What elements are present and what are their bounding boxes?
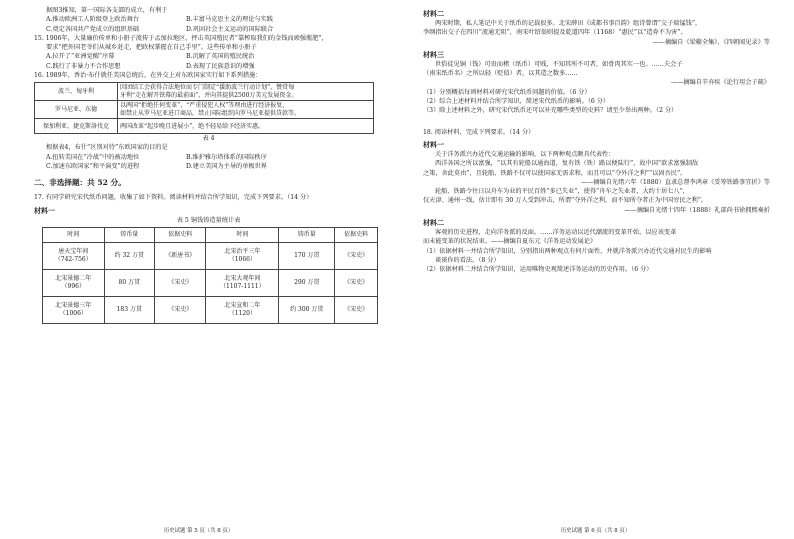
material-1-label: 材料一 bbox=[34, 205, 55, 215]
material-3-label: 材料三 bbox=[423, 49, 444, 59]
q16-option-c[interactable]: C.加速东欧国家“和平演变”的进程 bbox=[46, 162, 140, 170]
cell-line: 北宋景德三年 bbox=[55, 302, 92, 310]
column-header: 铸币量 bbox=[279, 227, 335, 242]
material-2-source: ——摘编自《梁谿全集》、《四朝闻见录》等 bbox=[652, 38, 770, 46]
material-2-label: 材料二 bbox=[423, 218, 444, 228]
table-row bbox=[35, 101, 374, 119]
cell-line: （996） bbox=[61, 282, 85, 290]
page-footer: 历史试题 第 5 页（共 8 页） bbox=[163, 528, 234, 534]
material-1-line: 轮船、铁路令往日以舟车为业的平民百姓“多已失业”，使得“舟车之失业者，大约十居七八”， bbox=[435, 188, 689, 196]
table-cell: 183 万贯 bbox=[104, 296, 155, 323]
table-cell: 约 300 万贯 bbox=[279, 296, 335, 323]
page-6 bbox=[397, 0, 794, 539]
table-4-country: 波兰、匈牙利 bbox=[35, 83, 118, 101]
page-footer: 历史试题 第 6 页（共 8 页） bbox=[560, 528, 631, 534]
cell-line: （1120） bbox=[228, 309, 256, 317]
q17-ask-1: （1）分别概括每则材料对研究宋代纸币问题的价值。（6 分） bbox=[423, 88, 591, 96]
table-4 bbox=[34, 82, 374, 134]
q16-options-row-1 bbox=[34, 153, 383, 162]
q14-option-c[interactable]: C.奠定各国共产党成立的组织基础 bbox=[46, 25, 140, 33]
table-4-measure-line: 两国改革“起步晚且进展小”，绝不轻易给予经济实惠。 bbox=[120, 122, 265, 130]
column-header: 时间 bbox=[43, 227, 105, 242]
material-3-source: ——摘编自辛弃疾《论行用会子疏》 bbox=[671, 79, 770, 87]
table-4-measure-line: 以两国“拒绝任何变革”、“严重侵犯人权”等理由进行经济报复， bbox=[120, 102, 289, 110]
table-row bbox=[43, 242, 378, 269]
q18-ask-2: （2）依据材料二并结合所学知识，运用唯物史观简述洋务运动的历史作用。（6 分） bbox=[423, 266, 653, 274]
q15-option-d[interactable]: D.表现了民族意识的增强 bbox=[186, 62, 255, 70]
table-4-measure bbox=[118, 101, 374, 119]
table-row bbox=[43, 296, 378, 323]
table-cell: 《宋史》 bbox=[335, 242, 378, 269]
cell-line: （1006） bbox=[59, 309, 87, 317]
q16-option-b[interactable]: B.维护雅尔塔体系的国际秩序 bbox=[186, 153, 267, 161]
material-1-source: ——摘编自光绪六年（1880）直隶总督李鸿章《妥筹铁路事宜折》等 bbox=[581, 178, 770, 186]
q16-option-a[interactable]: A.扭转美国在“冷战”中的被动地位 bbox=[46, 153, 140, 161]
section-2-heading: 二、非选择题：共 52 分。 bbox=[34, 178, 126, 188]
table-cell bbox=[206, 296, 279, 323]
material-1-line: 之策，舍此莫由”，且轮船、铁路不仅可以使国家无需求和，而且可以“夺外洋之利”“以固吾民”。 bbox=[423, 169, 687, 177]
q14-option-d[interactable]: D.巩固社会主义运动的国际联合 bbox=[186, 25, 274, 33]
table-cell: 《新唐书》 bbox=[155, 242, 206, 269]
table-cell: 80 万贯 bbox=[104, 269, 155, 296]
q15-options-row-2 bbox=[34, 62, 383, 71]
material-2-line: 李纲指出交子在四川“流通无阻”，南宋叶绍翁则提及乾道四年（1168）“惠民”以“造券不为害”。 bbox=[423, 29, 687, 37]
q16-ask: 根据表4，布什“区别对待”东欧国家的目的是 bbox=[46, 144, 168, 152]
q17-ask-3: （3）除上述材料之外，研究宋代纸币还可以补充哪些类型的史料？请至少举出两种。（2 分） bbox=[423, 107, 678, 115]
material-3-line: 世俗徒见铜（钱）可贵而楮（纸币）可贱，不知其所不可者，如骨肉其实一也。……夫会子 bbox=[435, 60, 683, 68]
table-cell: 《宋史》 bbox=[335, 269, 378, 296]
material-1-source: ——摘编自光绪十四年（1888）礼部尚书徐拥熙奏折 bbox=[624, 206, 770, 214]
table-header-row bbox=[43, 227, 378, 242]
table-5-title: 表 5 铜钱铸造量统计表 bbox=[176, 216, 241, 224]
q17-stem: 17. 有同学研究宋代纸币问题，收集了如下资料。阅读材料并结合所学知识，完成下列要求。（14 分） bbox=[34, 194, 313, 202]
column-header: 铸币量 bbox=[104, 227, 155, 242]
q14-options-row-2 bbox=[34, 25, 383, 34]
q14-stem: 据图3推知，第一国际各支部的成立，有利于 bbox=[46, 7, 168, 14]
q16-options-row-2 bbox=[34, 162, 383, 171]
cell-line: （1066） bbox=[228, 255, 256, 263]
table-cell bbox=[43, 269, 105, 296]
material-2-line: 而未能变革的状况结束。——摘编自夏东元《洋务运动发展论》 bbox=[423, 238, 597, 246]
q18-ask-1-cont: 谈谈你的看法。（8 分） bbox=[435, 256, 500, 264]
table-cell bbox=[206, 269, 279, 296]
table-row bbox=[35, 83, 374, 101]
table-4-caption: 表 4 bbox=[202, 135, 215, 143]
q14-options-row-1 bbox=[34, 15, 383, 24]
column-header: 时间 bbox=[206, 227, 279, 242]
q14-option-a[interactable]: A.推动欧洲工人阶级登上政治舞台 bbox=[46, 16, 140, 24]
material-1-line: 西洋各国之所以富强，“以其有轮船以通海道，复有铁（铁）路以便陆行”，故中国“欲求富强制敌 bbox=[435, 160, 699, 168]
q15-option-b[interactable]: B.沉解了英国的殖民统治 bbox=[186, 53, 255, 61]
table-cell: 290 万贯 bbox=[279, 269, 335, 296]
material-3-line: （南宋纸币名）之所以轻（贬值）者，以其造之数多…… bbox=[423, 70, 578, 78]
table-4-measure-line: 如禁止从罗马尼亚进口商品，禁止国际组织向罗马尼亚提供贷款等。 bbox=[120, 109, 301, 117]
q17-ask-2: （2）综合上述材料并结合所学知识，简述宋代纸币的影响。（6 分） bbox=[423, 98, 610, 106]
table-4-country: 罗马尼亚、东德 bbox=[35, 101, 118, 119]
q15-stem-line-1: 15. 1906年，大量廉价传单和小册子流传于孟加拉地区，抨击英国殖民者“靠榨取我们的金钱而顽强瓶肥”， bbox=[34, 34, 328, 42]
table-4-measure-line: 牙利“走在解开铁幕的最前面”，并向其提供2500万美元发展资金。 bbox=[120, 91, 298, 99]
table-cell: 《宋史》 bbox=[155, 296, 206, 323]
q18-stem: 18. 阅读材料，完成下列要求。（14 分） bbox=[423, 128, 535, 136]
table-cell: 《宋史》 bbox=[335, 296, 378, 323]
table-cell bbox=[206, 242, 279, 269]
table-5 bbox=[42, 227, 378, 324]
table-4-measure bbox=[118, 83, 374, 101]
q15-option-c[interactable]: C.践行了非暴力不合作思想 bbox=[46, 62, 121, 70]
cell-line: （1107-1111） bbox=[220, 282, 265, 290]
table-row bbox=[43, 269, 378, 296]
q16-stem: 16. 1989年，香治·布什就任美国总统后，在外交上对东欧国家实行如下系列措施： bbox=[34, 72, 262, 80]
material-1-line: 仅天津、通州一线，估计即有 30 万人受到冲击，所谓“夺外洋之利，而不知所夺者正为中国穷民之利”。 bbox=[423, 197, 708, 205]
table-4-measure bbox=[118, 119, 374, 134]
q16-option-d[interactable]: D.建立美国为主导的单极世界 bbox=[186, 162, 267, 170]
q15-options-row-1 bbox=[34, 52, 383, 61]
cell-line: 北宋大观年间 bbox=[224, 275, 261, 283]
material-2-line: 客观的历史进程，走向洋务派的反面。……洋务运动以近代潮流的变革开始，以应该变革 bbox=[435, 229, 677, 237]
cell-line: 北宋治平三年 bbox=[224, 248, 261, 256]
q18-ask-1: （1）依据材料一并结合所学知识，分别指出两种观点有何片面性，并就洋务派兴办近代交通对民生的影响 bbox=[423, 247, 712, 255]
table-row bbox=[35, 119, 374, 134]
material-1-label: 材料一 bbox=[423, 139, 444, 149]
material-2-label: 材料二 bbox=[423, 9, 444, 18]
table-cell: 170 万贯 bbox=[279, 242, 335, 269]
cell-line: 唐天宝年间 bbox=[58, 248, 89, 256]
column-header: 依据史料 bbox=[155, 227, 206, 242]
table-cell: 《宋史》 bbox=[155, 269, 206, 296]
table-4-measure-line: 因团结工会获得合法地位而专门制定“援助波兰行动计划”，赞赏匈 bbox=[120, 84, 295, 92]
column-header: 依据史料 bbox=[335, 227, 378, 242]
q15-option-a[interactable]: A.拉开了“亚洲觉醒”序幕 bbox=[46, 53, 115, 61]
q14-option-b[interactable]: B.丰富马克思主义的理论与实践 bbox=[186, 16, 273, 24]
table-cell bbox=[43, 242, 105, 269]
q15-stem-line-2: 要求“把外国老爷们从城乡赶走，把政权掌握在自己手里”。这些传单和小册子 bbox=[46, 44, 257, 52]
table-cell bbox=[43, 296, 105, 323]
cell-line: （742-756） bbox=[54, 255, 92, 263]
material-1-line: 关于洋务派兴办近代交通运输的影响，以下两种观点颇具代表性： bbox=[435, 150, 615, 158]
table-cell: 约 32 万贯 bbox=[104, 242, 155, 269]
material-2-line: 两宋时期，私人笔记中关于纸币的记载很多。北宋薛田《成都书事百韵》组诗曾谓“交子瑞锰钱”， bbox=[435, 20, 702, 27]
cell-line: 北宋宣和二年 bbox=[224, 302, 261, 310]
cell-line: 北宋景德二年 bbox=[55, 275, 92, 283]
table-4-country: 保加利亚、捷克斯洛伐克 bbox=[35, 119, 118, 134]
